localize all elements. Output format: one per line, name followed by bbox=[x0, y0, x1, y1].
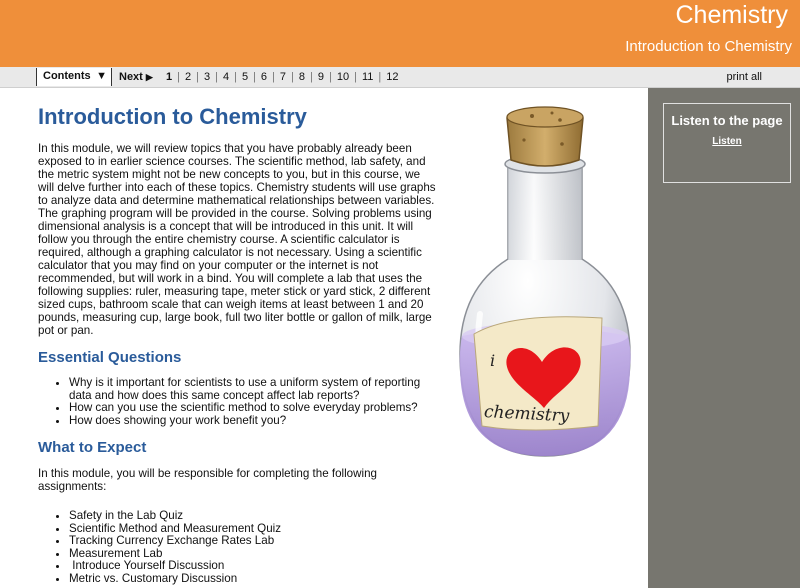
page-separator: | bbox=[177, 71, 180, 83]
list-item: • Metric vs. Customary Discussion bbox=[69, 573, 438, 586]
page-link-2[interactable]: 2 bbox=[184, 71, 192, 83]
page-separator: | bbox=[354, 71, 357, 83]
list-item: • Why is it important for scientists to use a uniform system of reporting data and how does this same concept affect lab reports? bbox=[69, 377, 438, 402]
list-item: • Tracking Currency Exchange Rates Lab bbox=[69, 535, 438, 548]
next-label: Next bbox=[119, 71, 143, 83]
page-title: Introduction to Chemistry bbox=[38, 104, 307, 129]
contents-dropdown[interactable] bbox=[36, 68, 112, 86]
print-all-link[interactable]: print all bbox=[726, 71, 762, 83]
next-button[interactable] bbox=[119, 68, 153, 86]
essential-questions-list bbox=[38, 377, 438, 427]
course-title: Chemistry bbox=[675, 1, 788, 29]
chemistry-flask-heart-icon bbox=[452, 104, 638, 460]
listen-title: Listen to the page bbox=[671, 113, 783, 128]
label-small-text: i bbox=[490, 351, 496, 370]
page-link-1[interactable]: 1 bbox=[166, 71, 173, 83]
list-item: • How can you use the scientific method to solve everyday problems? bbox=[69, 402, 438, 415]
site-header bbox=[0, 0, 800, 67]
page-separator: | bbox=[196, 71, 199, 83]
contents-label: Contents bbox=[43, 70, 91, 82]
what-to-expect-intro: In this module, you will be responsible for completing the following assignments: bbox=[38, 467, 377, 493]
list-item: • Safety in the Lab Quiz bbox=[69, 510, 438, 523]
essential-questions-heading: Essential Questions bbox=[38, 349, 182, 366]
page-link-10[interactable]: 10 bbox=[336, 71, 350, 83]
label-text: chemistry bbox=[483, 401, 570, 427]
list-item: • Introduce Yourself Discussion bbox=[69, 560, 438, 573]
chemistry-flask-illustration bbox=[452, 104, 638, 460]
right-sidebar bbox=[648, 88, 800, 588]
page-links bbox=[161, 68, 404, 86]
page-separator: | bbox=[329, 71, 332, 83]
list-item: • Scientific Method and Measurement Quiz bbox=[69, 523, 438, 536]
page-separator: | bbox=[272, 71, 275, 83]
page-link-6[interactable]: 6 bbox=[260, 71, 268, 83]
module-title: Introduction to Chemistry bbox=[625, 38, 792, 55]
list-item: • How does showing your work benefit you? bbox=[69, 415, 438, 428]
page-link-12[interactable]: 12 bbox=[386, 71, 399, 83]
module-navbar bbox=[0, 67, 800, 88]
page-link-5[interactable]: 5 bbox=[241, 71, 249, 83]
assignments-list bbox=[38, 510, 438, 585]
page-separator: | bbox=[291, 71, 294, 83]
page-link-11[interactable]: 11 bbox=[361, 71, 374, 83]
listen-link[interactable]: Listen bbox=[712, 136, 742, 147]
what-to-expect-heading: What to Expect bbox=[38, 439, 147, 456]
main-content bbox=[38, 90, 438, 585]
list-item: • Measurement Lab bbox=[69, 548, 438, 561]
page-link-3[interactable]: 3 bbox=[203, 71, 211, 83]
page-link-8[interactable]: 8 bbox=[298, 71, 306, 83]
intro-paragraph: In this module, we will review topics that you have probably already been exposed to in earlier science courses. The scientific method, lab safety, and the metric system might not be new concepts to you, but in this course, we will delve further into each of these topics. Chemistry students will use graphs to analyze data and determine mathematical relationships between variables. The graphing program will be provided in the course. Solving problems using dimensional analysis is a concept that will be introduced in this unit. It will follow you through the entire chemistry course. A scientific calculator is required, although a graphing calculator is not necessary. Using a scientific calculator that you may find on your computer or the internet is not recommended, but will work in a bind. You will complete a lab that uses the following supplies: ruler, measuring tape, meter stick or yard stick, 2 different sized cups, bathroom scale that can weigh items at least between 1 and 20 pounds, measuring cup, large book, full two liter bottle or gallon of milk, large pot or pan. bbox=[38, 142, 436, 337]
page-separator: | bbox=[215, 71, 218, 83]
chevron-down-icon: ▼ bbox=[96, 70, 107, 82]
play-arrow-icon: ▶ bbox=[145, 72, 153, 82]
page-link-4[interactable]: 4 bbox=[222, 71, 230, 83]
page-separator: | bbox=[234, 71, 237, 83]
page-separator: | bbox=[310, 71, 313, 83]
listen-panel bbox=[663, 103, 791, 183]
page-link-7[interactable]: 7 bbox=[279, 71, 287, 83]
page-link-9[interactable]: 9 bbox=[317, 71, 324, 83]
page-separator: | bbox=[253, 71, 256, 83]
page-separator: | bbox=[378, 71, 382, 83]
